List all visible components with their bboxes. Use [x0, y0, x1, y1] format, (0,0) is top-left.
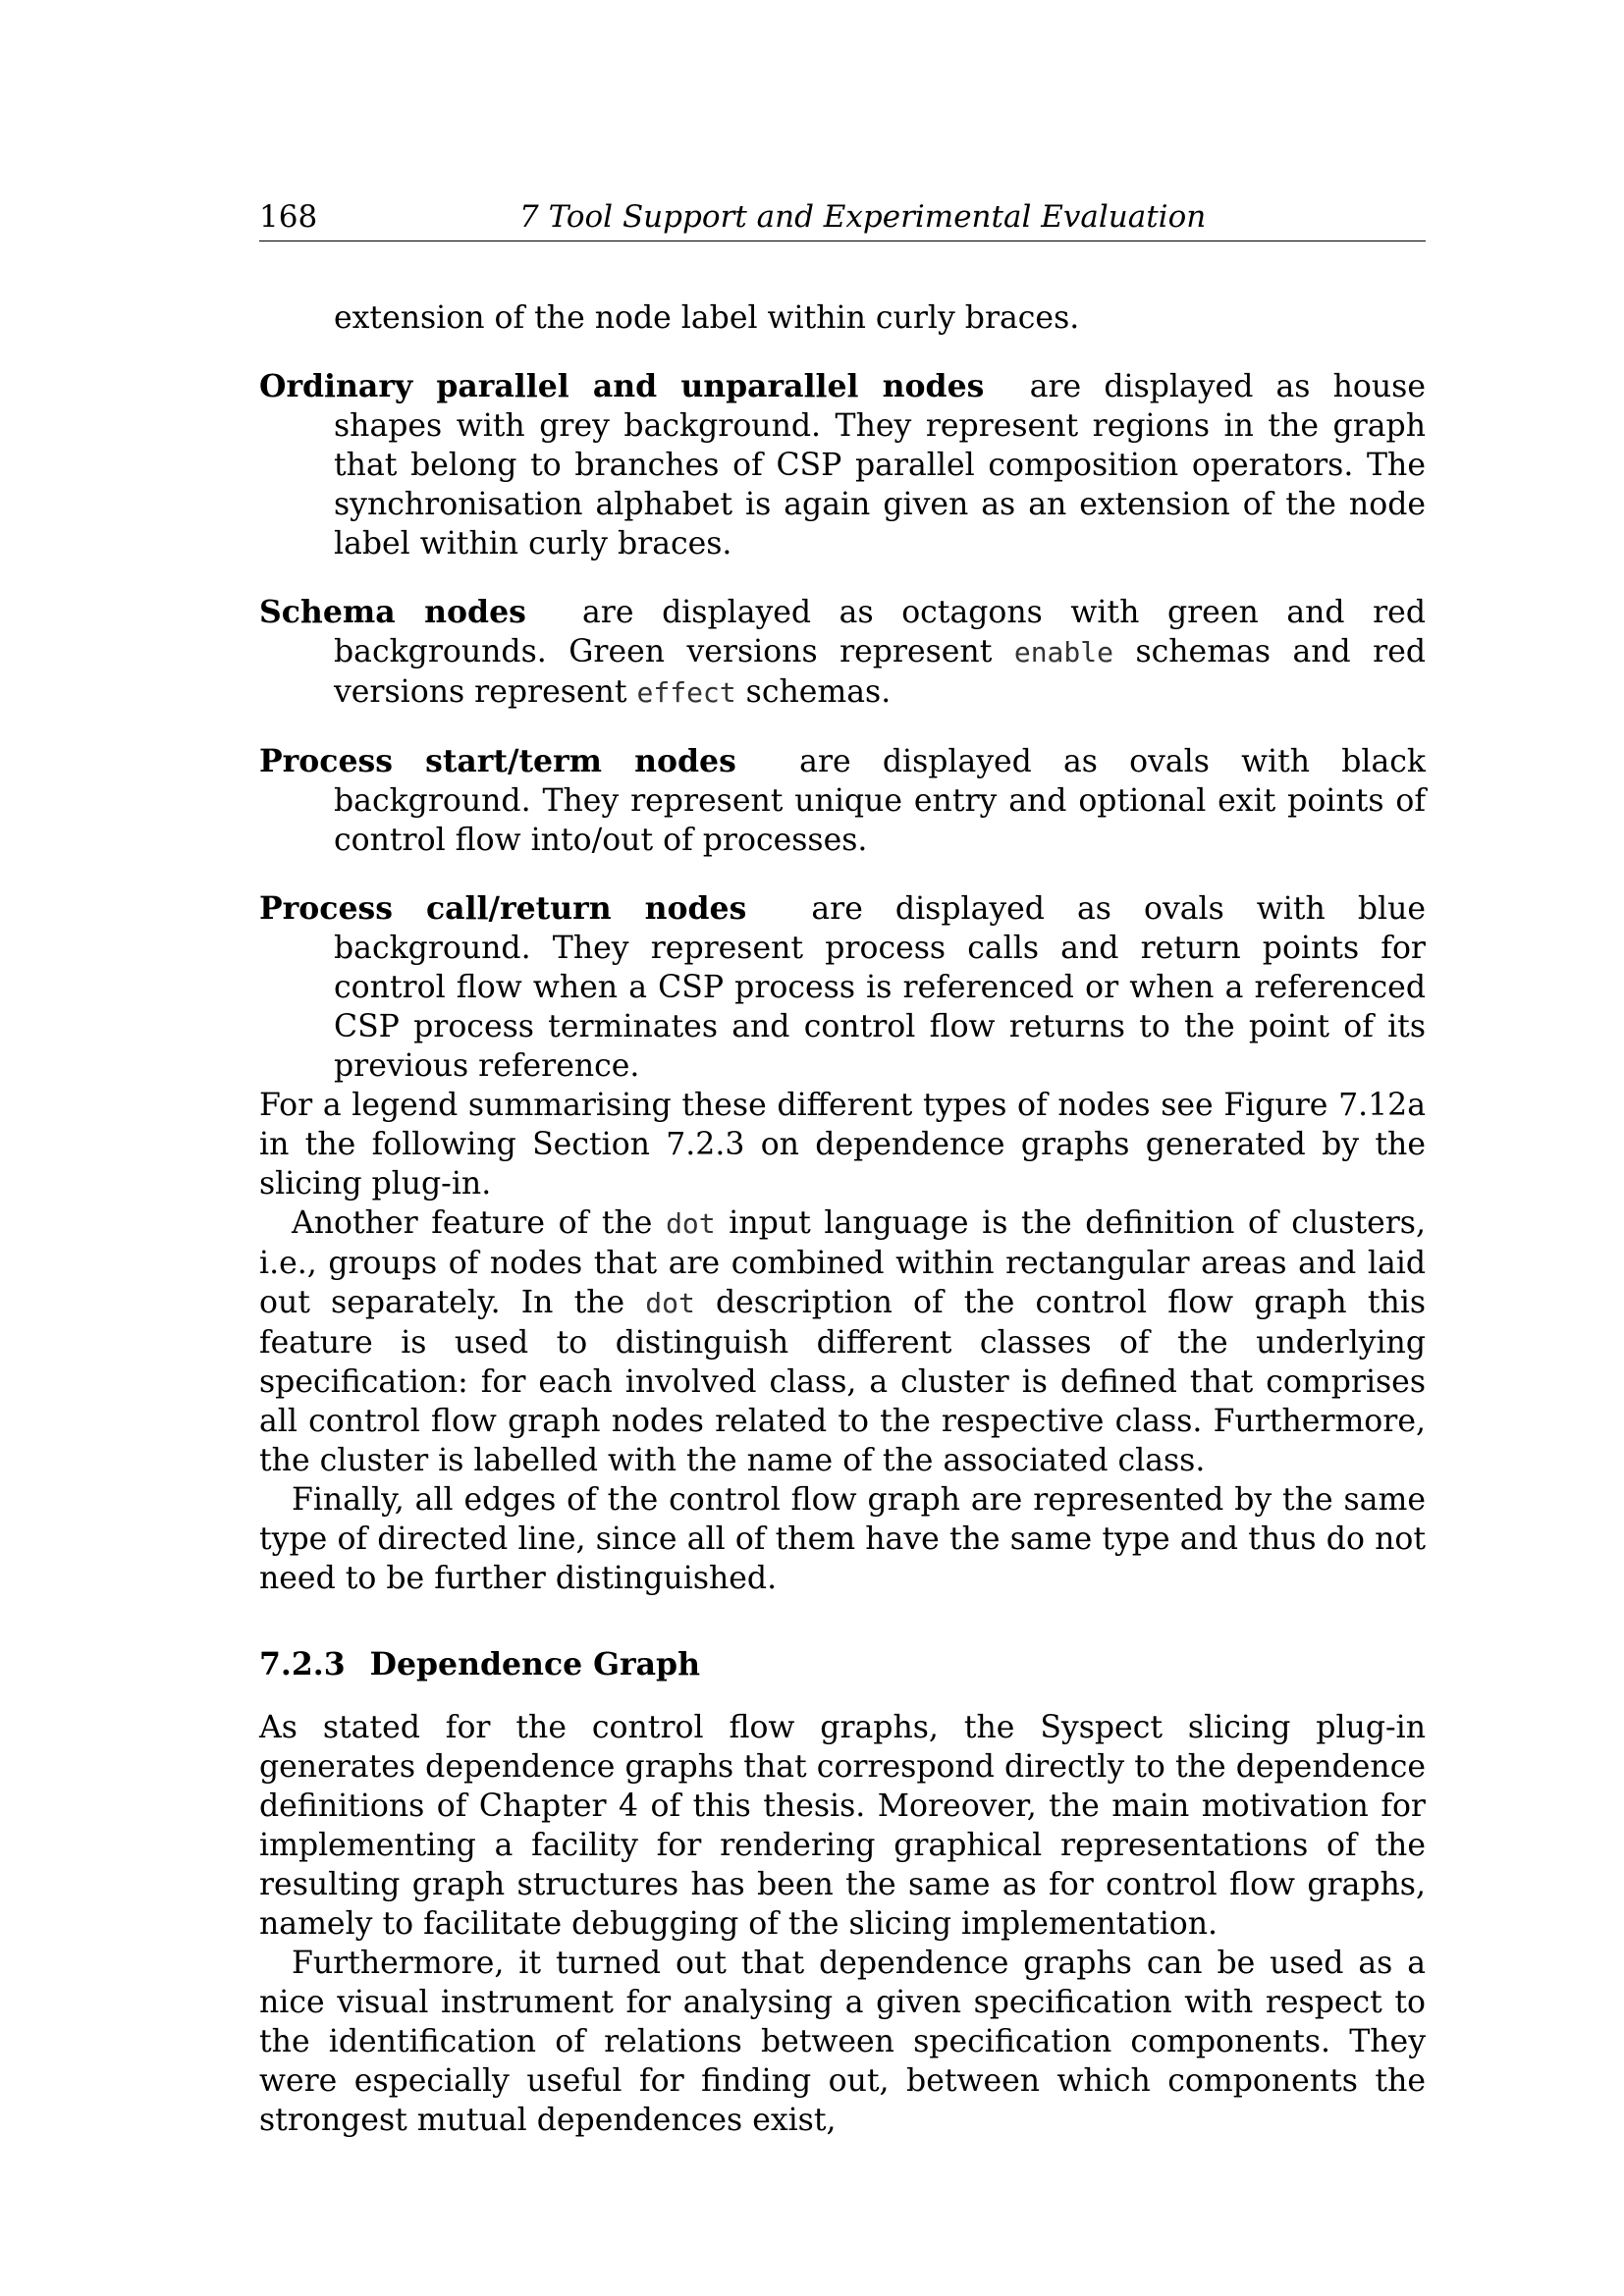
code-enable: enable [1013, 636, 1113, 668]
code-dot: dot [645, 1287, 695, 1319]
code-dot: dot [666, 1207, 716, 1240]
section-title: Dependence Graph [369, 1646, 700, 1682]
node-type-term: Process call/return nodes [259, 890, 747, 927]
node-type-description: are displayed as ovals with blue background. They represent process calls and return points for control flow when a CSP process is referenced or when a referenced CSP process terminates and control flow returns to the point of its previous reference. [334, 891, 1426, 1084]
paragraph-text: Another feature of the [292, 1205, 653, 1241]
page-header [259, 193, 1426, 241]
page-body [259, 298, 1426, 2140]
paragraph-edges: Finally, all edges of the control flow graph are represented by the same type of directed line, since all of them have the same type and thus do not need to be further distinguished. [259, 1482, 1426, 1596]
node-type-item [259, 593, 1426, 713]
node-type-continuation: extension of the node label within curly braces. [334, 300, 1080, 336]
section-number: 7.2.3 [259, 1646, 346, 1682]
paragraph-text: input language is the definition of clusters, i.e., groups of nodes that are combined within rectangular areas and laid out separately. In the [259, 1205, 1426, 1320]
node-type-description: schemas. [745, 674, 892, 710]
node-type-description: are displayed as ovals with black background. They represent unique entry and optional exit points of control flow into/out of processes. [334, 744, 1426, 858]
node-type-term: Schema nodes [259, 594, 526, 630]
paragraph-clusters [259, 1203, 1426, 1480]
running-title: 7 Tool Support and Experimental Evaluation [519, 199, 1207, 235]
paragraph-text: description of the control flow graph this feature is used to distinguish different classes of the underlying specification: for each involved class, a cluster is defined that comprises all control flow graph nodes related to the respective class. Furthermore, the cluster is labelled with the name of the associated class. [259, 1285, 1427, 1478]
node-type-term: Ordinary parallel and unparallel nodes [259, 368, 985, 404]
section-paragraph: As stated for the control flow graphs, the Syspect slicing plug-in generates dependence graphs that correspond directly to the dependence definitions of Chapter 4 of this thesis. Moreover, the main motivation for implementing a facility for rendering graphical representations of the resulting graph structures has been the same as for control flow graphs, namely to facilitate debugging of the slicing implementation. [259, 1710, 1426, 1942]
section-paragraph: Furthermore, it turned out that dependence graphs can be used as a nice visual instrument for analysing a given specification with respect to the identification of relations between specification components. They were especially useful for finding out, between which components the strongest mutual dependences exist, [259, 1946, 1426, 2138]
section-heading [259, 1645, 1426, 1684]
paragraph-legend: For a legend summarising these different types of nodes see Figure 7.12a in the following Section 7.2.3 on dependence graphs generated by the slicing plug-in. [259, 1088, 1426, 1201]
node-type-description: schemas and red versions represent [334, 634, 1426, 710]
node-type-term: Process start/term nodes [259, 743, 736, 779]
node-type-description: are displayed as octagons with green and red backgrounds. Green versions represent [334, 595, 1426, 669]
node-type-item [259, 367, 1426, 563]
code-effect: effect [636, 676, 736, 709]
node-type-description: are displayed as house shapes with grey background. They represent regions in the graph that belong to branches of CSP parallel composition operators. The synchronisation alphabet is again given as an extension of the node label within curly braces. [334, 369, 1426, 561]
page-number: 168 [259, 199, 318, 235]
node-type-item [259, 889, 1426, 1086]
node-type-item [259, 742, 1426, 860]
